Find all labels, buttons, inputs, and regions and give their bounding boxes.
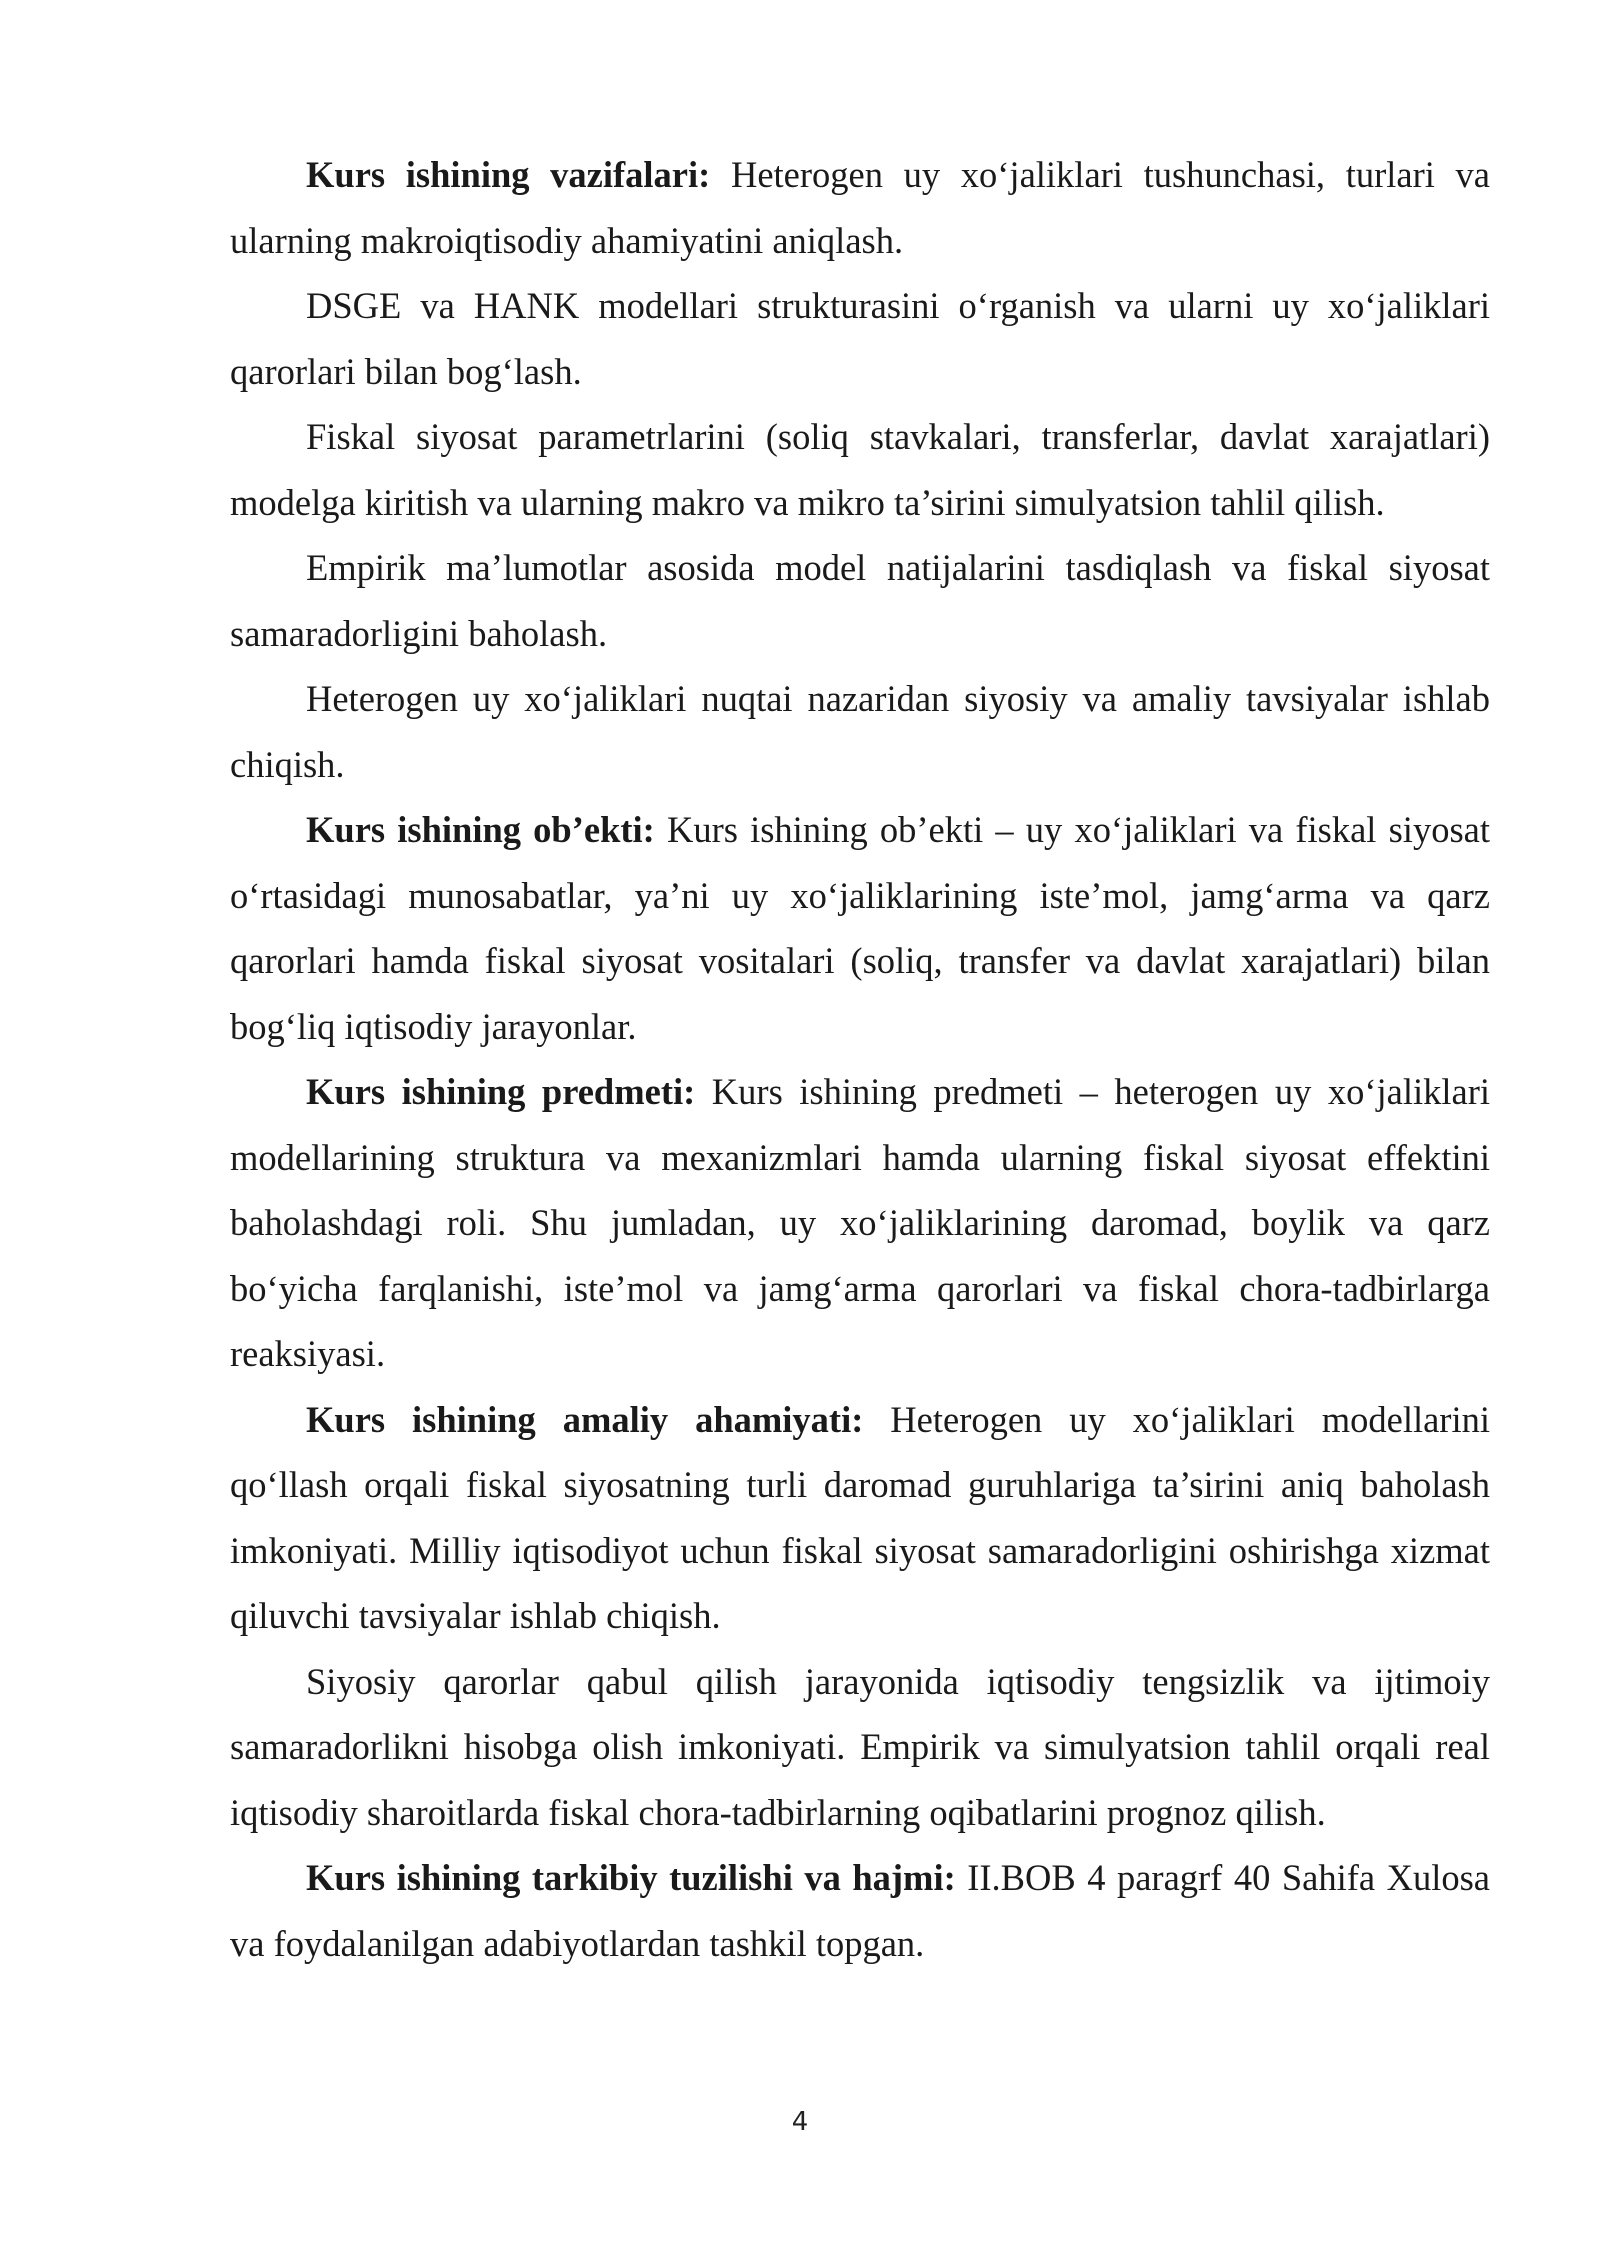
section-heading-tasks: Kurs ishining vazifalari: — [306, 154, 711, 195]
paragraph-structure — [230, 1845, 1490, 1976]
paragraph-object — [230, 797, 1490, 1059]
paragraph-task-3 — [230, 404, 1490, 535]
section-heading-object: Kurs ishining ob’ekti: — [306, 809, 655, 850]
paragraph-practical-significance — [230, 1387, 1490, 1649]
page-body — [230, 142, 1490, 1976]
section-heading-structure: Kurs ishining tarkibiy tuzilishi va hajmi: — [306, 1857, 956, 1898]
paragraph-text: Heterogen uy xo‘jaliklari tushunchasi, turlari va ularning makroiqtisodiy ahamiyatini aniqlash. — [230, 154, 1490, 261]
paragraph-tasks-intro — [230, 142, 1490, 273]
paragraph-text: Fiskal siyosat parametrlarini (soliq stavkalari, transferlar, davlat xarajatlari) modelga kiritish va ularning makro va mikro ta’sirini simulyatsion tahlil qilish. — [230, 416, 1490, 523]
paragraph-practical-significance-2 — [230, 1649, 1490, 1846]
paragraph-text: Kurs ishining ob’ekti – uy xo‘jaliklari va fiskal siyosat o‘rtasidagi munosabatlar, ya’ni uy xo‘jaliklarining iste’mol, jamg‘arma va qarz qarorlari hamda fiskal siyosat vositalari (soliq, transfer va davlat xarajatlari) bilan bog‘liq iqtisodiy jarayonlar. — [230, 809, 1490, 1047]
paragraph-text: II.BOB 4 paragrf 40 Sahifa Xulosa va foydalanilgan adabiyotlardan tashkil topgan. — [230, 1857, 1490, 1964]
section-heading-subject: Kurs ishining predmeti: — [306, 1071, 696, 1112]
page-number: 4 — [791, 2107, 809, 2137]
paragraph-text: Heterogen uy xo‘jaliklari modellarini qo‘llash orqali fiskal siyosatning turli daromad guruhlariga ta’sirini aniq baholash imkoniyati. Milliy iqtisodiyot uchun fiskal siyosat samaradorligini oshirishga xizmat qiluvchi tavsiyalar ishlab chiqish. — [230, 1398, 1490, 1636]
paragraph-task-5 — [230, 666, 1490, 797]
section-heading-practical-significance: Kurs ishining amaliy ahamiyati: — [306, 1398, 864, 1440]
paragraph-text: Siyosiy qarorlar qabul qilish jarayonida iqtisodiy tengsizlik va ijtimoiy samaradorlikni hisobga olish imkoniyati. Empirik va simulyatsion tahlil orqali real iqtisodiy sharoitlarda fiskal chora-tadbirlarning oqibatlarini prognoz qilish. — [230, 1660, 1490, 1833]
paragraph-text: Kurs ishining predmeti – heterogen uy xo‘jaliklari modellarining struktura va mexanizmlari hamda ularning fiskal siyosat effektini baholashdagi roli. Shu jumladan, uy xo‘jaliklarining daromad, boylik va qarz bo‘yicha farqlanishi, iste’mol va jamg‘arma qarorlari va fiskal chora-tadbirlarga reaksiyasi. — [230, 1071, 1490, 1374]
paragraph-text: DSGE va HANK modellari strukturasini o‘rganish va ularni uy xo‘jaliklari qarorlari bilan bog‘lash. — [230, 285, 1490, 392]
paragraph-text: Empirik ma’lumotlar asosida model natijalarini tasdiqlash va fiskal siyosat samaradorligini baholash. — [230, 547, 1490, 654]
paragraph-task-4 — [230, 535, 1490, 666]
paragraph-task-2 — [230, 273, 1490, 404]
paragraph-text: Heterogen uy xo‘jaliklari nuqtai nazaridan siyosiy va amaliy tavsiyalar ishlab chiqish. — [230, 678, 1490, 785]
paragraph-subject — [230, 1059, 1490, 1387]
